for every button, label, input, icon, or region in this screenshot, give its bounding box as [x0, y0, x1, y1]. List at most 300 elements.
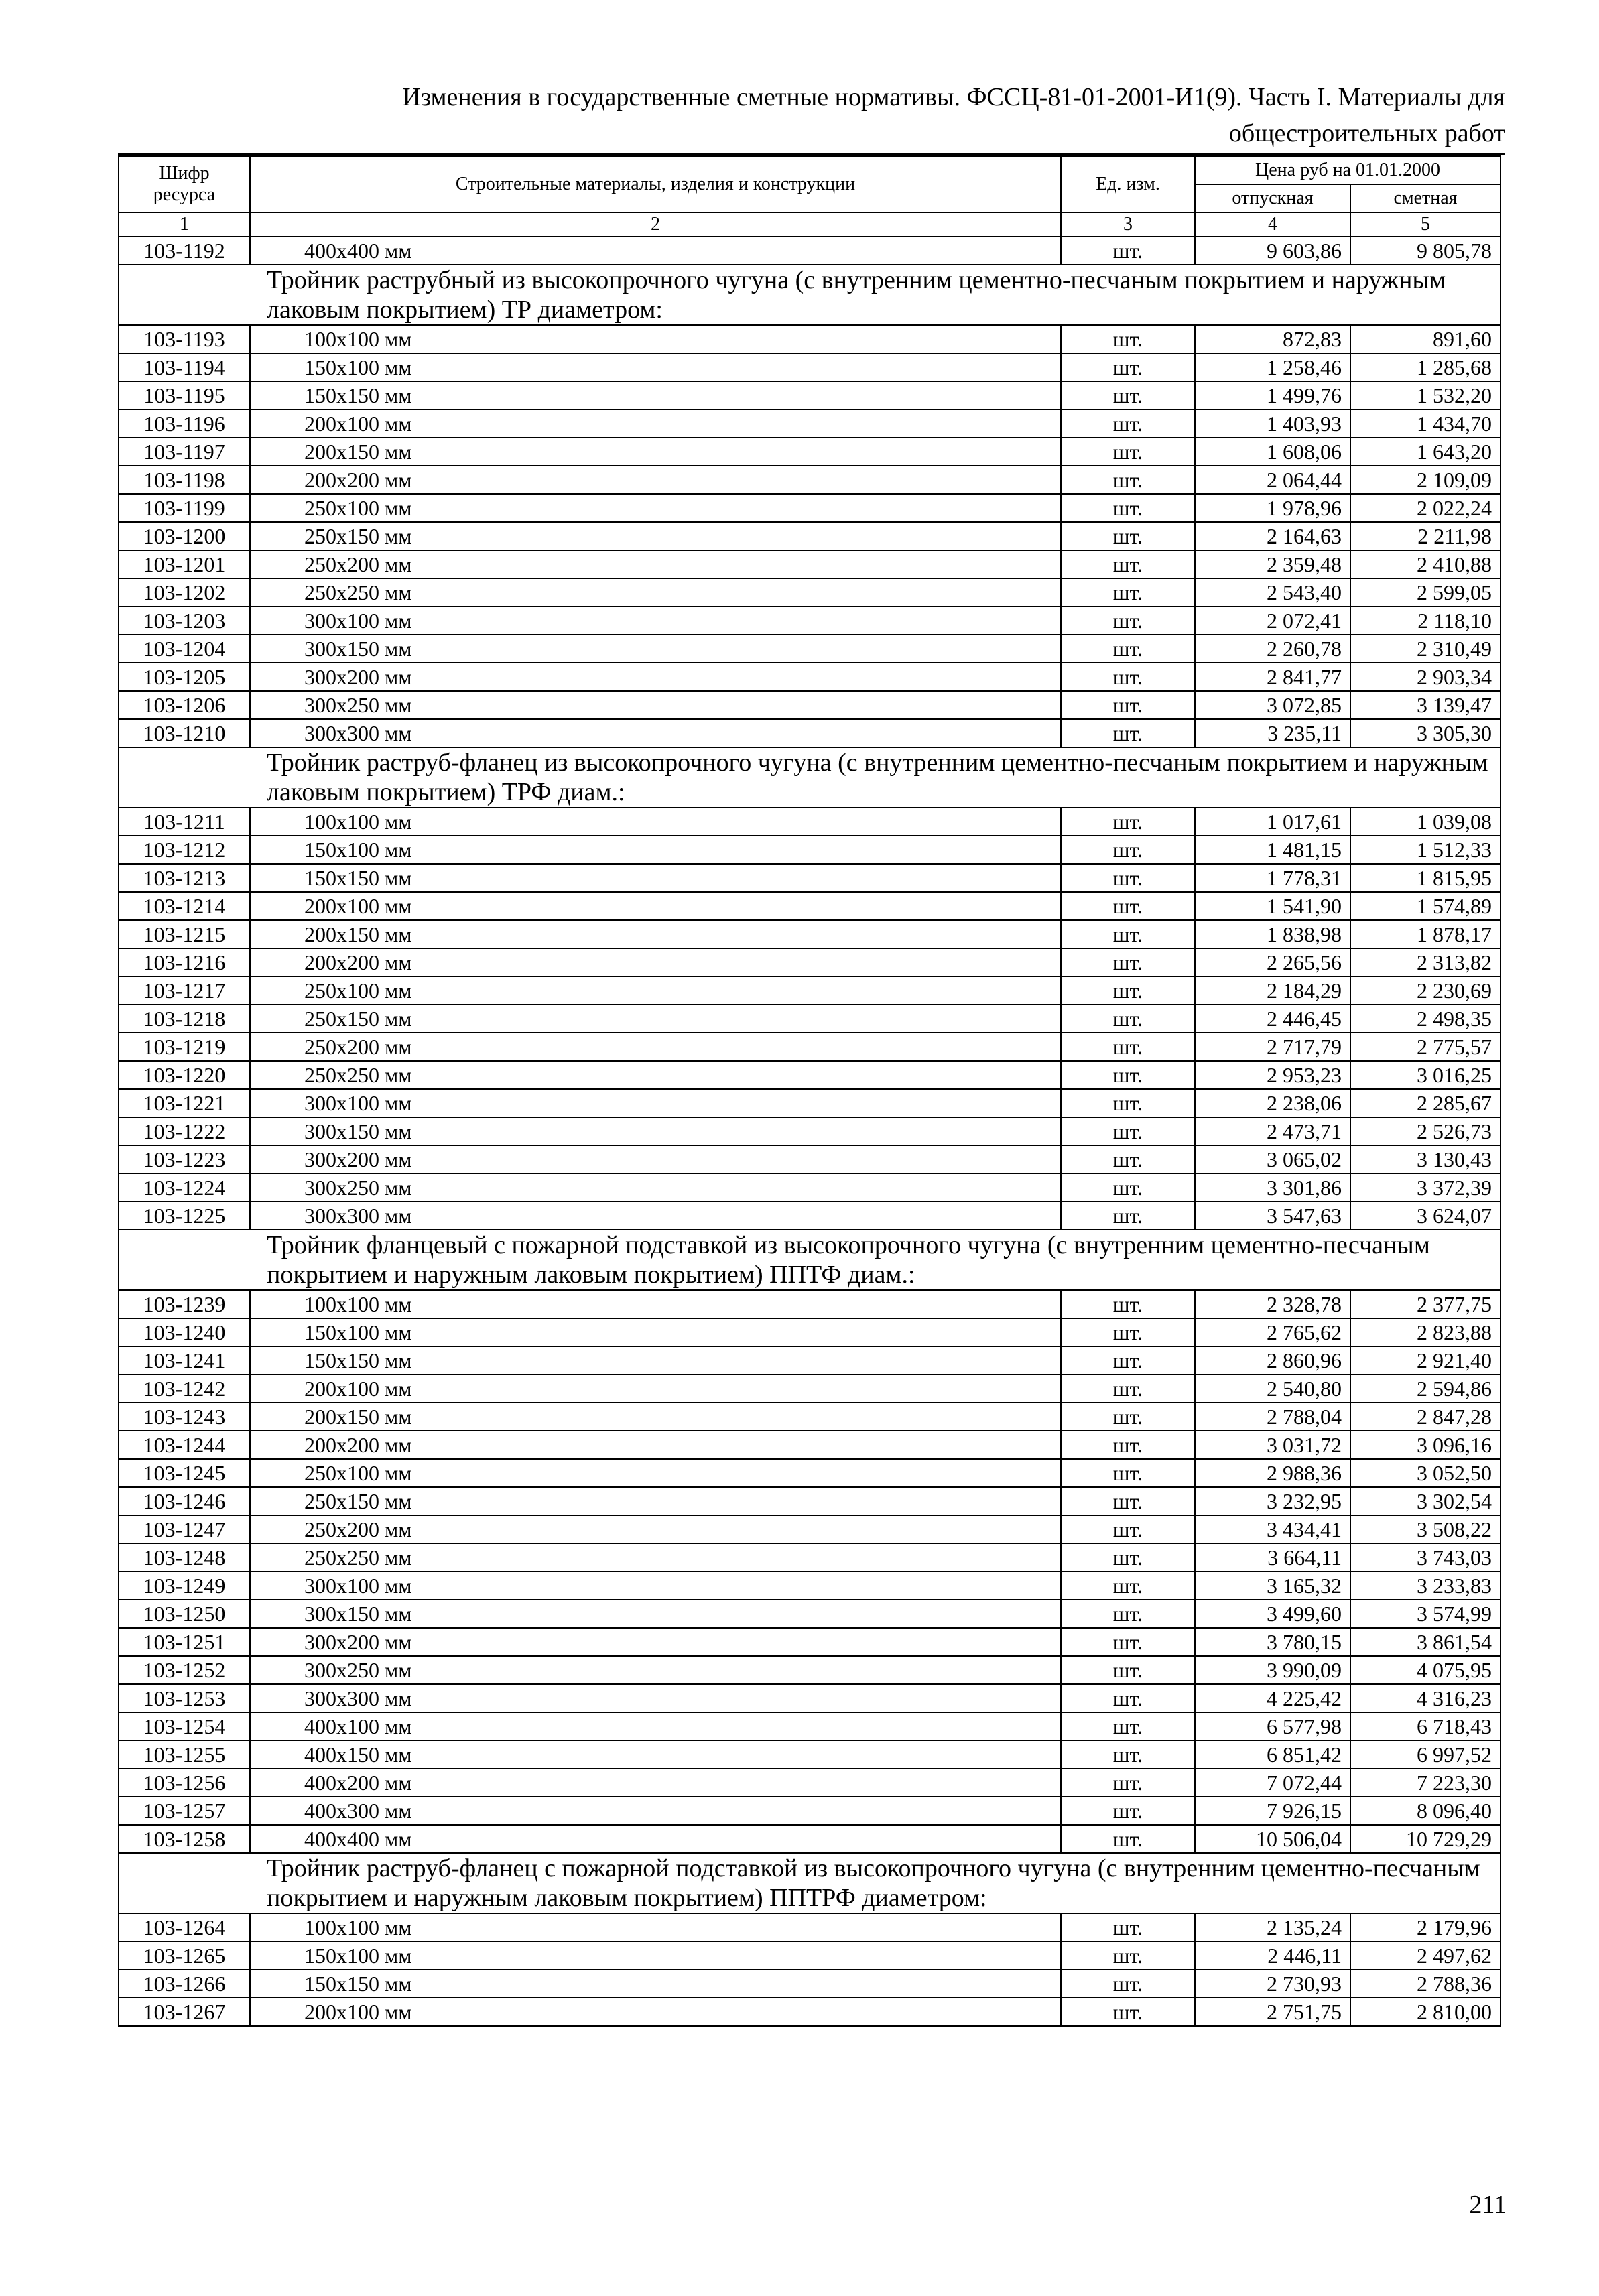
- estimate-price: 1 512,33: [1350, 836, 1500, 864]
- table-row: [119, 1089, 1500, 1117]
- estimate-price: 3 574,99: [1350, 1600, 1500, 1628]
- estimate-price: 2 179,96: [1350, 1913, 1500, 1941]
- item-name: 250х150 мм: [250, 1005, 1061, 1033]
- table-row: [119, 1117, 1500, 1145]
- release-price: 2 543,40: [1195, 578, 1350, 607]
- table-row: [119, 920, 1500, 948]
- resource-code: 103-1200: [119, 522, 250, 550]
- estimate-price: 8 096,40: [1350, 1797, 1500, 1825]
- release-price: 7 072,44: [1195, 1769, 1350, 1797]
- resource-code: 103-1241: [119, 1346, 250, 1375]
- unit-cell: шт.: [1061, 1487, 1195, 1515]
- release-price: 2 238,06: [1195, 1089, 1350, 1117]
- resource-code: 103-1197: [119, 438, 250, 466]
- table-row: [119, 237, 1500, 265]
- unit-cell: шт.: [1061, 1600, 1195, 1628]
- table-row: [119, 578, 1500, 607]
- item-name: 150х100 мм: [250, 1941, 1061, 1970]
- item-name: 200х200 мм: [250, 466, 1061, 494]
- unit-cell: шт.: [1061, 1941, 1195, 1970]
- resource-code: 103-1216: [119, 948, 250, 976]
- unit-cell: шт.: [1061, 1543, 1195, 1572]
- unit-cell: шт.: [1061, 1913, 1195, 1941]
- unit-cell: шт.: [1061, 864, 1195, 892]
- item-name: 100х100 мм: [250, 808, 1061, 836]
- estimate-price: 3 096,16: [1350, 1431, 1500, 1459]
- estimate-price: 3 372,39: [1350, 1173, 1500, 1202]
- release-price: 1 541,90: [1195, 892, 1350, 920]
- resource-code: 103-1213: [119, 864, 250, 892]
- item-name: 150х100 мм: [250, 353, 1061, 381]
- item-name: 150х150 мм: [250, 1346, 1061, 1375]
- resource-code: 103-1225: [119, 1202, 250, 1230]
- resource-code: 103-1192: [119, 237, 250, 265]
- release-price: 2 788,04: [1195, 1403, 1350, 1431]
- item-name: 250х200 мм: [250, 1033, 1061, 1061]
- estimate-price: 1 878,17: [1350, 920, 1500, 948]
- header-release-price: отпускная: [1195, 184, 1350, 212]
- item-name: 100х100 мм: [250, 325, 1061, 353]
- item-name: 300х250 мм: [250, 1656, 1061, 1684]
- table-row: [119, 1290, 1500, 1318]
- resource-code: 103-1247: [119, 1515, 250, 1543]
- resource-code: 103-1224: [119, 1173, 250, 1202]
- resource-code: 103-1202: [119, 578, 250, 607]
- estimate-price: 2 022,24: [1350, 494, 1500, 522]
- unit-cell: шт.: [1061, 1145, 1195, 1173]
- estimate-price: 3 508,22: [1350, 1515, 1500, 1543]
- estimate-price: 10 729,29: [1350, 1825, 1500, 1853]
- resource-code: 103-1198: [119, 466, 250, 494]
- estimate-price: 6 997,52: [1350, 1740, 1500, 1769]
- group-header-row: [119, 747, 1500, 808]
- release-price: 1 499,76: [1195, 381, 1350, 409]
- estimate-price: 2 526,73: [1350, 1117, 1500, 1145]
- unit-cell: шт.: [1061, 1712, 1195, 1740]
- resource-code: 103-1210: [119, 719, 250, 747]
- resource-code: 103-1217: [119, 976, 250, 1005]
- estimate-price: 9 805,78: [1350, 237, 1500, 265]
- unit-cell: шт.: [1061, 1998, 1195, 2026]
- table-row: [119, 1005, 1500, 1033]
- release-price: 872,83: [1195, 325, 1350, 353]
- item-name: 150х150 мм: [250, 864, 1061, 892]
- resource-code: 103-1211: [119, 808, 250, 836]
- column-numbers-row: [119, 212, 1500, 237]
- release-price: 6 851,42: [1195, 1740, 1350, 1769]
- resource-code: 103-1264: [119, 1913, 250, 1941]
- estimate-price: 2 775,57: [1350, 1033, 1500, 1061]
- unit-cell: шт.: [1061, 494, 1195, 522]
- unit-cell: шт.: [1061, 1515, 1195, 1543]
- resource-code: 103-1267: [119, 1998, 250, 2026]
- release-price: 1 978,96: [1195, 494, 1350, 522]
- estimate-price: 2 109,09: [1350, 466, 1500, 494]
- group-title: Тройник раструб-фланец из высокопрочного чугуна (с внутренним цементно-песчаным покрытием и наружным лаковым покрытием) ТРФ диам.:: [119, 747, 1500, 808]
- table-row: [119, 1998, 1500, 2026]
- column-number: 5: [1350, 212, 1500, 237]
- unit-cell: шт.: [1061, 920, 1195, 948]
- item-name: 250х250 мм: [250, 1061, 1061, 1089]
- unit-cell: шт.: [1061, 1684, 1195, 1712]
- resource-code: 103-1252: [119, 1656, 250, 1684]
- item-name: 150х150 мм: [250, 381, 1061, 409]
- release-price: 2 359,48: [1195, 550, 1350, 578]
- release-price: 3 780,15: [1195, 1628, 1350, 1656]
- resource-code: 103-1219: [119, 1033, 250, 1061]
- table-row: [119, 1202, 1500, 1230]
- estimate-price: 4 075,95: [1350, 1656, 1500, 1684]
- table-row: [119, 1684, 1500, 1712]
- item-name: 300х150 мм: [250, 1600, 1061, 1628]
- table-row: [119, 1346, 1500, 1375]
- item-name: 300х150 мм: [250, 635, 1061, 663]
- group-header-row: [119, 1853, 1500, 1913]
- resource-code: 103-1242: [119, 1375, 250, 1403]
- release-price: 3 547,63: [1195, 1202, 1350, 1230]
- release-price: 2 328,78: [1195, 1290, 1350, 1318]
- item-name: 250х200 мм: [250, 550, 1061, 578]
- item-name: 200х150 мм: [250, 1403, 1061, 1431]
- estimate-price: 3 139,47: [1350, 691, 1500, 719]
- release-price: 2 540,80: [1195, 1375, 1350, 1403]
- table-row: [119, 1970, 1500, 1998]
- estimate-price: 6 718,43: [1350, 1712, 1500, 1740]
- resource-code: 103-1222: [119, 1117, 250, 1145]
- estimate-price: 3 052,50: [1350, 1459, 1500, 1487]
- table-row: [119, 325, 1500, 353]
- resource-code: 103-1251: [119, 1628, 250, 1656]
- unit-cell: шт.: [1061, 1089, 1195, 1117]
- unit-cell: шт.: [1061, 466, 1195, 494]
- table-row: [119, 1145, 1500, 1173]
- resource-code: 103-1250: [119, 1600, 250, 1628]
- unit-cell: шт.: [1061, 578, 1195, 607]
- resource-code: 103-1205: [119, 663, 250, 691]
- item-name: 250х250 мм: [250, 1543, 1061, 1572]
- header-unit: Ед. изм.: [1061, 156, 1195, 212]
- estimate-price: 3 130,43: [1350, 1145, 1500, 1173]
- resource-code: 103-1203: [119, 607, 250, 635]
- estimate-price: 2 847,28: [1350, 1403, 1500, 1431]
- page-header: [118, 79, 1505, 151]
- item-name: 400х400 мм: [250, 237, 1061, 265]
- table-row: [119, 635, 1500, 663]
- release-price: 7 926,15: [1195, 1797, 1350, 1825]
- table-row: [119, 438, 1500, 466]
- table-row: [119, 1656, 1500, 1684]
- estimate-price: 2 921,40: [1350, 1346, 1500, 1375]
- item-name: 250х100 мм: [250, 1459, 1061, 1487]
- item-name: 300х150 мм: [250, 1117, 1061, 1145]
- unit-cell: шт.: [1061, 1769, 1195, 1797]
- estimate-price: 4 316,23: [1350, 1684, 1500, 1712]
- table-row: [119, 1543, 1500, 1572]
- table-row: [119, 808, 1500, 836]
- release-price: 3 499,60: [1195, 1600, 1350, 1628]
- unit-cell: шт.: [1061, 409, 1195, 438]
- item-name: 200х100 мм: [250, 409, 1061, 438]
- release-price: 2 260,78: [1195, 635, 1350, 663]
- estimate-price: 2 823,88: [1350, 1318, 1500, 1346]
- resource-code: 103-1245: [119, 1459, 250, 1487]
- resource-code: 103-1253: [119, 1684, 250, 1712]
- release-price: 3 990,09: [1195, 1656, 1350, 1684]
- resource-code: 103-1204: [119, 635, 250, 663]
- item-name: 300х300 мм: [250, 719, 1061, 747]
- estimate-price: 2 211,98: [1350, 522, 1500, 550]
- unit-cell: шт.: [1061, 550, 1195, 578]
- unit-cell: шт.: [1061, 1970, 1195, 1998]
- table-row: [119, 864, 1500, 892]
- table-row: [119, 1628, 1500, 1656]
- item-name: 250х150 мм: [250, 1487, 1061, 1515]
- table-row: [119, 381, 1500, 409]
- table-body: [119, 237, 1500, 2026]
- release-price: 3 065,02: [1195, 1145, 1350, 1173]
- unit-cell: шт.: [1061, 1628, 1195, 1656]
- estimate-price: 3 861,54: [1350, 1628, 1500, 1656]
- unit-cell: шт.: [1061, 237, 1195, 265]
- release-price: 1 403,93: [1195, 409, 1350, 438]
- item-name: 300х250 мм: [250, 1173, 1061, 1202]
- estimate-price: 2 230,69: [1350, 976, 1500, 1005]
- estimate-price: 2 497,62: [1350, 1941, 1500, 1970]
- unit-cell: шт.: [1061, 1656, 1195, 1684]
- resource-code: 103-1206: [119, 691, 250, 719]
- release-price: 2 072,41: [1195, 607, 1350, 635]
- table-row: [119, 1797, 1500, 1825]
- item-name: 250х100 мм: [250, 494, 1061, 522]
- table-row: [119, 1375, 1500, 1403]
- resource-code: 103-1196: [119, 409, 250, 438]
- resource-code: 103-1223: [119, 1145, 250, 1173]
- column-number: 4: [1195, 212, 1350, 237]
- table-row: [119, 948, 1500, 976]
- estimate-price: 3 743,03: [1350, 1543, 1500, 1572]
- unit-cell: шт.: [1061, 1033, 1195, 1061]
- table-row: [119, 494, 1500, 522]
- column-number: 2: [250, 212, 1061, 237]
- table-row: [119, 1600, 1500, 1628]
- table-row: [119, 1173, 1500, 1202]
- header-estimate-price: сметная: [1350, 184, 1500, 212]
- estimate-price: 3 305,30: [1350, 719, 1500, 747]
- header-name: Строительные материалы, изделия и конструкции: [250, 156, 1061, 212]
- column-number: 1: [119, 212, 250, 237]
- item-name: 200х100 мм: [250, 892, 1061, 920]
- resource-code: 103-1244: [119, 1431, 250, 1459]
- page-number: 211: [1469, 2191, 1507, 2219]
- release-price: 2 446,11: [1195, 1941, 1350, 1970]
- estimate-price: 1 434,70: [1350, 409, 1500, 438]
- item-name: 250х250 мм: [250, 578, 1061, 607]
- item-name: 100х100 мм: [250, 1913, 1061, 1941]
- unit-cell: шт.: [1061, 325, 1195, 353]
- unit-cell: шт.: [1061, 1740, 1195, 1769]
- release-price: 2 135,24: [1195, 1913, 1350, 1941]
- resource-code: 103-1199: [119, 494, 250, 522]
- unit-cell: шт.: [1061, 948, 1195, 976]
- group-title: Тройник раструб-фланец с пожарной подставкой из высокопрочного чугуна (с внутренним цементно-песчаным покрытием и наружным лаковым покрытием) ППТРФ диаметром:: [119, 1853, 1500, 1913]
- table-row: [119, 1941, 1500, 1970]
- release-price: 2 765,62: [1195, 1318, 1350, 1346]
- resource-code: 103-1265: [119, 1941, 250, 1970]
- resource-code: 103-1255: [119, 1740, 250, 1769]
- resource-code: 103-1258: [119, 1825, 250, 1853]
- release-price: 2 473,71: [1195, 1117, 1350, 1145]
- estimate-price: 2 599,05: [1350, 578, 1500, 607]
- group-header-row: [119, 265, 1500, 325]
- release-price: 2 164,63: [1195, 522, 1350, 550]
- resource-code: 103-1254: [119, 1712, 250, 1740]
- resource-code: 103-1195: [119, 381, 250, 409]
- table-row: [119, 1318, 1500, 1346]
- release-price: 2 717,79: [1195, 1033, 1350, 1061]
- price-table: [118, 155, 1501, 2027]
- item-name: 400х150 мм: [250, 1740, 1061, 1769]
- resource-code: 103-1215: [119, 920, 250, 948]
- item-name: 400х300 мм: [250, 1797, 1061, 1825]
- item-name: 300х300 мм: [250, 1684, 1061, 1712]
- release-price: 3 301,86: [1195, 1173, 1350, 1202]
- release-price: 3 434,41: [1195, 1515, 1350, 1543]
- price-table-container: [118, 155, 1500, 2027]
- release-price: 1 258,46: [1195, 353, 1350, 381]
- release-price: 2 064,44: [1195, 466, 1350, 494]
- unit-cell: шт.: [1061, 353, 1195, 381]
- item-name: 300х100 мм: [250, 1572, 1061, 1600]
- release-price: 10 506,04: [1195, 1825, 1350, 1853]
- item-name: 250х100 мм: [250, 976, 1061, 1005]
- estimate-price: 1 532,20: [1350, 381, 1500, 409]
- resource-code: 103-1201: [119, 550, 250, 578]
- item-name: 100х100 мм: [250, 1290, 1061, 1318]
- item-name: 200х200 мм: [250, 1431, 1061, 1459]
- release-price: 2 953,23: [1195, 1061, 1350, 1089]
- estimate-price: 3 624,07: [1350, 1202, 1500, 1230]
- estimate-price: 1 285,68: [1350, 353, 1500, 381]
- item-name: 400х100 мм: [250, 1712, 1061, 1740]
- resource-code: 103-1266: [119, 1970, 250, 1998]
- release-price: 2 184,29: [1195, 976, 1350, 1005]
- estimate-price: 3 233,83: [1350, 1572, 1500, 1600]
- item-name: 300х100 мм: [250, 607, 1061, 635]
- header-divider: [118, 153, 1505, 155]
- release-price: 2 841,77: [1195, 663, 1350, 691]
- release-price: 3 235,11: [1195, 719, 1350, 747]
- resource-code: 103-1218: [119, 1005, 250, 1033]
- resource-code: 103-1214: [119, 892, 250, 920]
- table-row: [119, 1572, 1500, 1600]
- item-name: 200х100 мм: [250, 1998, 1061, 2026]
- estimate-price: 2 810,00: [1350, 1998, 1500, 2026]
- release-price: 3 232,95: [1195, 1487, 1350, 1515]
- estimate-price: 2 313,82: [1350, 948, 1500, 976]
- estimate-price: 2 903,34: [1350, 663, 1500, 691]
- table-row: [119, 836, 1500, 864]
- unit-cell: шт.: [1061, 1202, 1195, 1230]
- resource-code: 103-1221: [119, 1089, 250, 1117]
- resource-code: 103-1240: [119, 1318, 250, 1346]
- item-name: 400х400 мм: [250, 1825, 1061, 1853]
- item-name: 300х300 мм: [250, 1202, 1061, 1230]
- estimate-price: 1 039,08: [1350, 808, 1500, 836]
- group-title: Тройник фланцевый с пожарной подставкой из высокопрочного чугуна (с внутренним цементно-песчаным покрытием и наружным лаковым покрытием) ППТФ диам.:: [119, 1230, 1500, 1290]
- unit-cell: шт.: [1061, 1459, 1195, 1487]
- column-number: 3: [1061, 212, 1195, 237]
- resource-code: 103-1220: [119, 1061, 250, 1089]
- unit-cell: шт.: [1061, 1825, 1195, 1853]
- unit-cell: шт.: [1061, 1290, 1195, 1318]
- unit-cell: шт.: [1061, 1572, 1195, 1600]
- release-price: 2 988,36: [1195, 1459, 1350, 1487]
- estimate-price: 7 223,30: [1350, 1769, 1500, 1797]
- item-name: 300х250 мм: [250, 691, 1061, 719]
- table-row: [119, 353, 1500, 381]
- resource-code: 103-1243: [119, 1403, 250, 1431]
- unit-cell: шт.: [1061, 635, 1195, 663]
- unit-cell: шт.: [1061, 691, 1195, 719]
- item-name: 200х150 мм: [250, 920, 1061, 948]
- table-row: [119, 976, 1500, 1005]
- resource-code: 103-1249: [119, 1572, 250, 1600]
- table-row: [119, 550, 1500, 578]
- item-name: 300х200 мм: [250, 1628, 1061, 1656]
- table-row: [119, 1487, 1500, 1515]
- unit-cell: шт.: [1061, 1117, 1195, 1145]
- unit-cell: шт.: [1061, 836, 1195, 864]
- unit-cell: шт.: [1061, 1346, 1195, 1375]
- estimate-price: 2 285,67: [1350, 1089, 1500, 1117]
- release-price: 2 265,56: [1195, 948, 1350, 976]
- unit-cell: шт.: [1061, 1375, 1195, 1403]
- header-price: Цена руб на 01.01.2000: [1195, 156, 1500, 184]
- unit-cell: шт.: [1061, 1173, 1195, 1202]
- table-row: [119, 1515, 1500, 1543]
- table-row: [119, 1740, 1500, 1769]
- release-price: 3 165,32: [1195, 1572, 1350, 1600]
- table-row: [119, 691, 1500, 719]
- table-row: [119, 1403, 1500, 1431]
- unit-cell: шт.: [1061, 381, 1195, 409]
- release-price: 4 225,42: [1195, 1684, 1350, 1712]
- release-price: 1 608,06: [1195, 438, 1350, 466]
- unit-cell: шт.: [1061, 1061, 1195, 1089]
- table-row: [119, 1712, 1500, 1740]
- item-name: 300х100 мм: [250, 1089, 1061, 1117]
- resource-code: 103-1248: [119, 1543, 250, 1572]
- table-row: [119, 1825, 1500, 1853]
- resource-code: 103-1193: [119, 325, 250, 353]
- release-price: 3 031,72: [1195, 1431, 1350, 1459]
- group-title: Тройник раструбный из высокопрочного чугуна (с внутренним цементно-песчаным покрытием и наружным лаковым покрытием) ТР диаметром:: [119, 265, 1500, 325]
- unit-cell: шт.: [1061, 522, 1195, 550]
- unit-cell: шт.: [1061, 1005, 1195, 1033]
- release-price: 3 664,11: [1195, 1543, 1350, 1572]
- estimate-price: 1 574,89: [1350, 892, 1500, 920]
- release-price: 2 446,45: [1195, 1005, 1350, 1033]
- estimate-price: 2 310,49: [1350, 635, 1500, 663]
- table-row: [119, 1769, 1500, 1797]
- item-name: 300х200 мм: [250, 663, 1061, 691]
- unit-cell: шт.: [1061, 719, 1195, 747]
- release-price: 1 017,61: [1195, 808, 1350, 836]
- unit-cell: шт.: [1061, 808, 1195, 836]
- unit-cell: шт.: [1061, 607, 1195, 635]
- resource-code: 103-1257: [119, 1797, 250, 1825]
- group-header-row: [119, 1230, 1500, 1290]
